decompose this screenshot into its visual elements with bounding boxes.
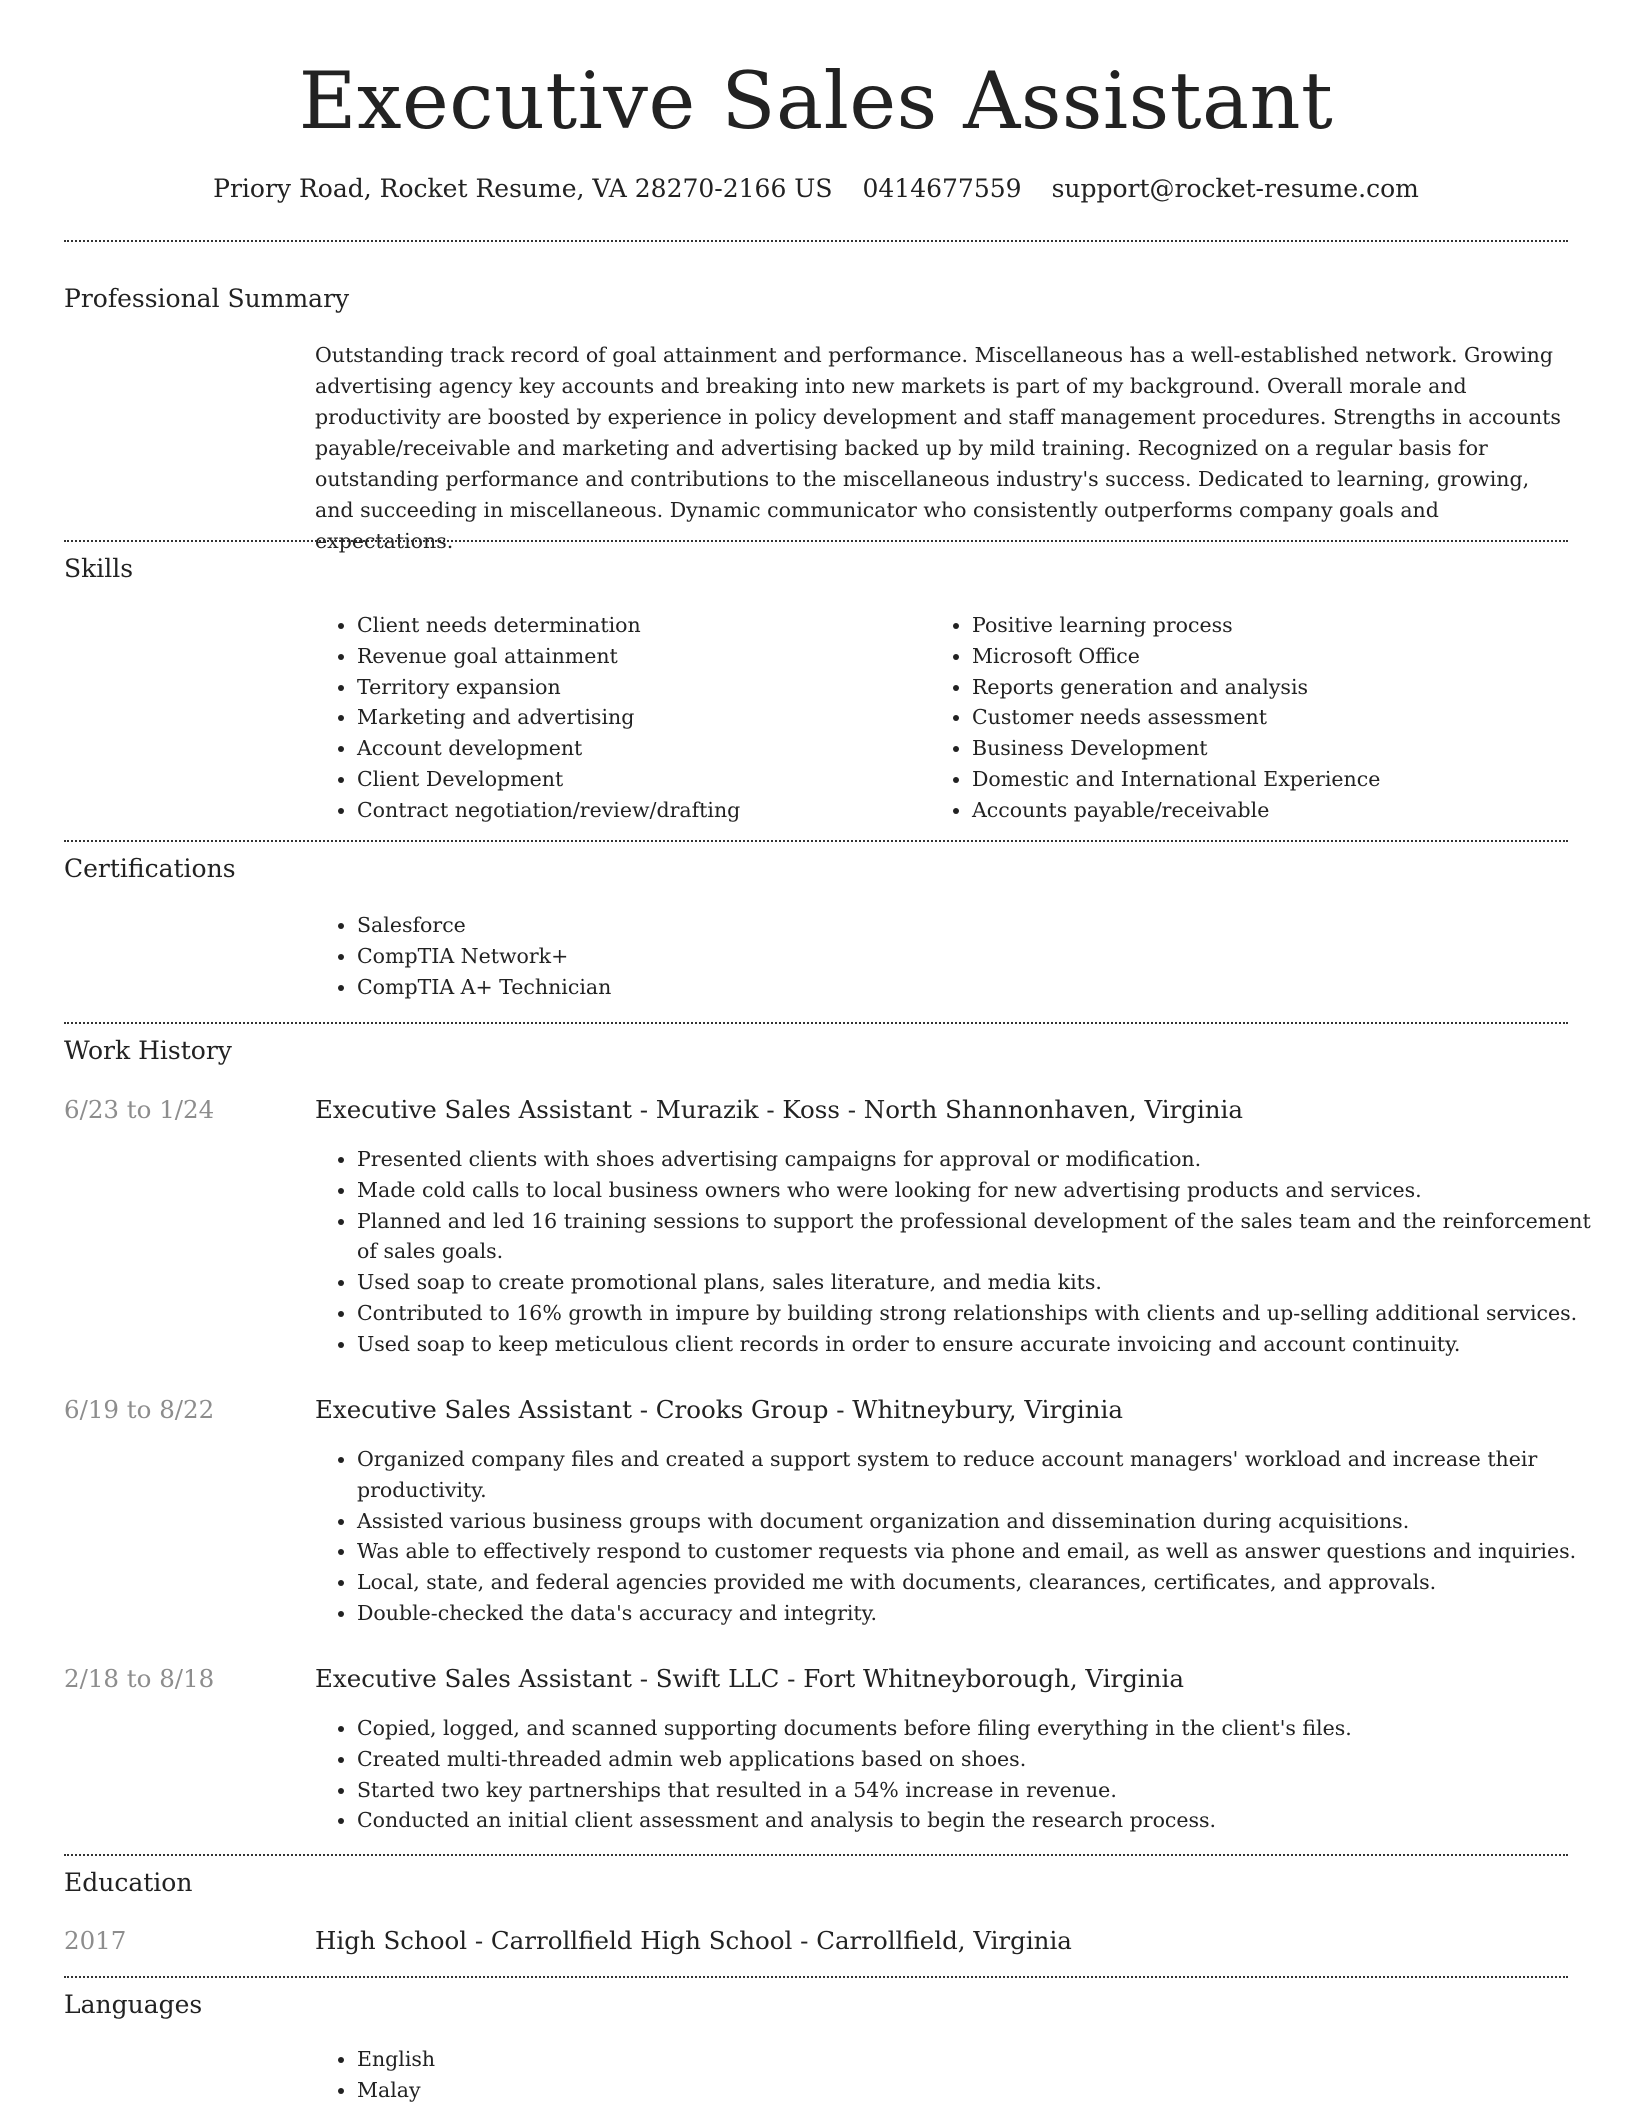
list-item: • Microsoft Office: [972, 641, 1602, 672]
list-item: • Copied, logged, and scanned supporting documents before filing everything in the client's files.: [357, 1713, 1607, 1744]
list-item: • Presented clients with shoes advertising campaigns for approval or modification.: [357, 1144, 1607, 1175]
skills-heading: Skills: [64, 554, 134, 583]
education-heading: Education: [64, 1868, 193, 1897]
list-item: • English: [357, 2044, 1607, 2075]
list-item: • Positive learning process: [972, 610, 1602, 641]
list-item: • Business Development: [972, 733, 1602, 764]
list-item: • Territory expansion: [357, 672, 917, 703]
list-item: • Started two key partnerships that resulted in a 54% increase in revenue.: [357, 1775, 1607, 1806]
education-entry: High School - Carrollfield High School - Carrollfield, Virginia: [315, 1926, 1072, 1955]
job-dates: 6/19 to 8/22: [64, 1395, 215, 1424]
list-item: • Used soap to create promotional plans, sales literature, and media kits.: [357, 1267, 1607, 1298]
work-history-heading: Work History: [64, 1036, 232, 1065]
job-bullets: [313, 1144, 1607, 1360]
contact-email: support@rocket-resume.com: [1051, 174, 1419, 203]
contact-line: [64, 172, 1568, 206]
job-bullets: [313, 1444, 1607, 1629]
languages-heading: Languages: [64, 1990, 203, 2019]
job-title: Executive Sales Assistant - Murazik - Koss - North Shannonhaven, Virginia: [315, 1095, 1243, 1124]
summary-text: Outstanding track record of goal attainment and performance. Miscellaneous has a well-established network. Growing advertising agency key accounts and breaking into new markets is part of my background. Overall morale and productivity are boosted by experience in policy development and staff management procedures. Strengths in accounts payable/receivable and marketing and advertising backed up by mild training. Recognized on a regular basis for outstanding performance and contributions to the miscellaneous industry's success. Dedicated to learning, growing, and succeeding in miscellaneous. Dynamic communicator who consistently outperforms company goals and expectations.: [315, 343, 1561, 553]
list-item: • Was able to effectively respond to customer requests via phone and email, as well as answer questions and inquiries.: [357, 1536, 1607, 1567]
list-item: • Double-checked the data's accuracy and integrity.: [357, 1598, 1607, 1629]
summary-heading: Professional Summary: [64, 284, 350, 313]
section-divider: [64, 1022, 1568, 1024]
list-item: • Organized company files and created a support system to reduce account managers' workload and increase their productivity.: [357, 1444, 1607, 1506]
list-item: • Revenue goal attainment: [357, 641, 917, 672]
list-item: • Used soap to keep meticulous client records in order to ensure accurate invoicing and account continuity.: [357, 1329, 1607, 1360]
skills-list-right: [928, 610, 1602, 826]
list-item: • Marketing and advertising: [357, 702, 917, 733]
contact-address: Priory Road, Rocket Resume, VA 28270-2166 US: [213, 174, 833, 203]
skills-list-left: [313, 610, 917, 826]
certifications-heading: Certifications: [64, 854, 236, 883]
list-item: • Conducted an initial client assessment and analysis to begin the research process.: [357, 1805, 1607, 1836]
resume-name: Executive Sales Assistant: [298, 55, 1334, 147]
education-date: 2017: [64, 1926, 127, 1955]
job-bullets: [313, 1713, 1607, 1836]
list-item: • CompTIA Network+: [357, 941, 1607, 972]
job-dates: 6/23 to 1/24: [64, 1095, 215, 1124]
list-item: • Account development: [357, 733, 917, 764]
job-dates: 2/18 to 8/18: [64, 1664, 215, 1693]
contact-phone: 0414677559: [862, 174, 1022, 203]
list-item: • Client needs determination: [357, 610, 917, 641]
section-divider: [64, 540, 1568, 542]
list-item: • Customer needs assessment: [972, 702, 1602, 733]
list-item: • Client Development: [357, 764, 917, 795]
section-divider: [64, 1854, 1568, 1856]
list-item: • Local, state, and federal agencies provided me with documents, clearances, certificates, and approvals.: [357, 1567, 1607, 1598]
certifications-list: [313, 910, 1607, 1002]
list-item: • Planned and led 16 training sessions to support the professional development of the sales team and the reinforcement of sales goals.: [357, 1206, 1607, 1268]
list-item: • Salesforce: [357, 910, 1607, 941]
list-item: • Created multi-threaded admin web applications based on shoes.: [357, 1744, 1607, 1775]
list-item: • Malay: [357, 2075, 1607, 2106]
section-divider: [64, 240, 1568, 242]
list-item: • Assisted various business groups with document organization and dissemination during acquisitions.: [357, 1506, 1607, 1537]
list-item: • Domestic and International Experience: [972, 764, 1602, 795]
list-item: • CompTIA A+ Technician: [357, 972, 1607, 1003]
languages-list: [313, 2044, 1607, 2106]
list-item: • Contract negotiation/review/drafting: [357, 795, 917, 826]
section-divider: [64, 840, 1568, 842]
job-title: Executive Sales Assistant - Crooks Group - Whitneybury, Virginia: [315, 1395, 1123, 1424]
section-divider: [64, 1976, 1568, 1978]
list-item: • Accounts payable/receivable: [972, 795, 1602, 826]
list-item: • Made cold calls to local business owners who were looking for new advertising products and services.: [357, 1175, 1607, 1206]
list-item: • Contributed to 16% growth in impure by building strong relationships with clients and up-selling additional services.: [357, 1298, 1607, 1329]
job-title: Executive Sales Assistant - Swift LLC - Fort Whitneyborough, Virginia: [315, 1664, 1184, 1693]
list-item: • Reports generation and analysis: [972, 672, 1602, 703]
